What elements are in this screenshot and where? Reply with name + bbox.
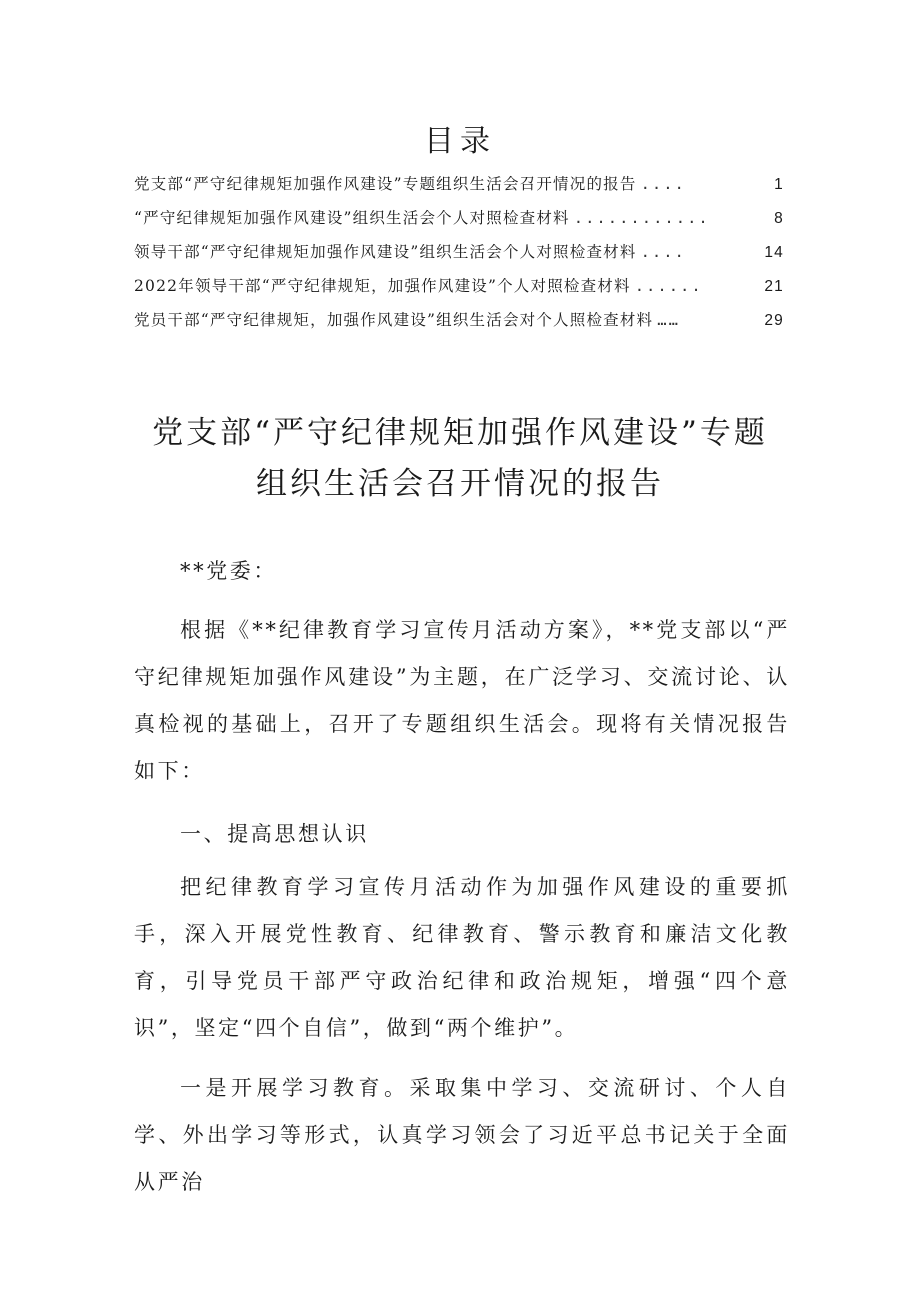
toc-entry[interactable] — [134, 272, 784, 300]
toc-entry-text: 党支部“严守纪律规矩加强作风建设”专题组织生活会召开情况的报告 — [134, 175, 637, 193]
toc-entry-text: 党员干部“严守纪律规矩，加强作风建设”组织生活会对个人照检查材料 — [134, 311, 654, 329]
section-heading: 一、提高思想认识 — [180, 822, 369, 846]
toc-entry-leader: .... — [640, 243, 686, 261]
toc-entry-page: 29 — [764, 312, 784, 329]
paragraph-body: 一是开展学习教育。采取集中学习、交流研讨、个人自学、外出学习等形式，认真学习领会了习近平总书记关于全面从严治 — [134, 1076, 790, 1194]
toc-entry[interactable] — [134, 204, 784, 232]
toc-title: 目录 — [424, 124, 496, 159]
toc-entry-text: 2022年领导干部“严守纪律规矩，加强作风建设”个人对照检查材料 — [134, 277, 631, 295]
toc-entry[interactable] — [134, 306, 784, 334]
toc-entry-leader: .... — [640, 175, 686, 193]
salutation: **党委： — [180, 559, 277, 583]
toc-entry-page: 1 — [774, 176, 784, 193]
toc-entry-text: “严守纪律规矩加强作风建设”组织生活会个人对照检查材料 — [134, 209, 570, 227]
toc-entry-text: 领导干部“严守纪律规矩加强作风建设”组织生活会个人对照检查材料 — [134, 243, 637, 261]
toc-entry-page: 14 — [764, 244, 784, 261]
toc-entry-leader: ...... — [634, 277, 703, 295]
document-title — [0, 408, 920, 510]
toc-entry-leader: ............ — [573, 209, 710, 227]
table-of-contents — [134, 170, 784, 340]
toc-entry-page: 21 — [764, 278, 784, 295]
document-title-line-2: 组织生活会召开情况的报告 — [256, 466, 664, 502]
paragraph-body: 把纪律教育学习宣传月活动作为加强作风建设的重要抓手，深入开展党性教育、纪律教育、警示教育和廉洁文化教育，引导党员干部严守政治纪律和政治规矩，增强“四个意识”，坚定“四个自信”，做到“两个维护”。 — [134, 875, 790, 1040]
toc-entry[interactable] — [134, 170, 784, 198]
paragraph-intro: 根据《**纪律教育学习宣传月活动方案》，**党支部以“严守纪律规矩加强作风建设”为主题，在广泛学习、交流讨论、认真检视的基础上，召开了专题组织生活会。现将有关情况报告如下： — [134, 618, 790, 783]
document-title-line-1: 党支部“严守纪律规矩加强作风建设”专题 — [152, 415, 768, 451]
toc-entry-page: 8 — [774, 210, 784, 227]
toc-entry[interactable] — [134, 238, 784, 266]
toc-entry-leader: …… — [657, 311, 680, 329]
